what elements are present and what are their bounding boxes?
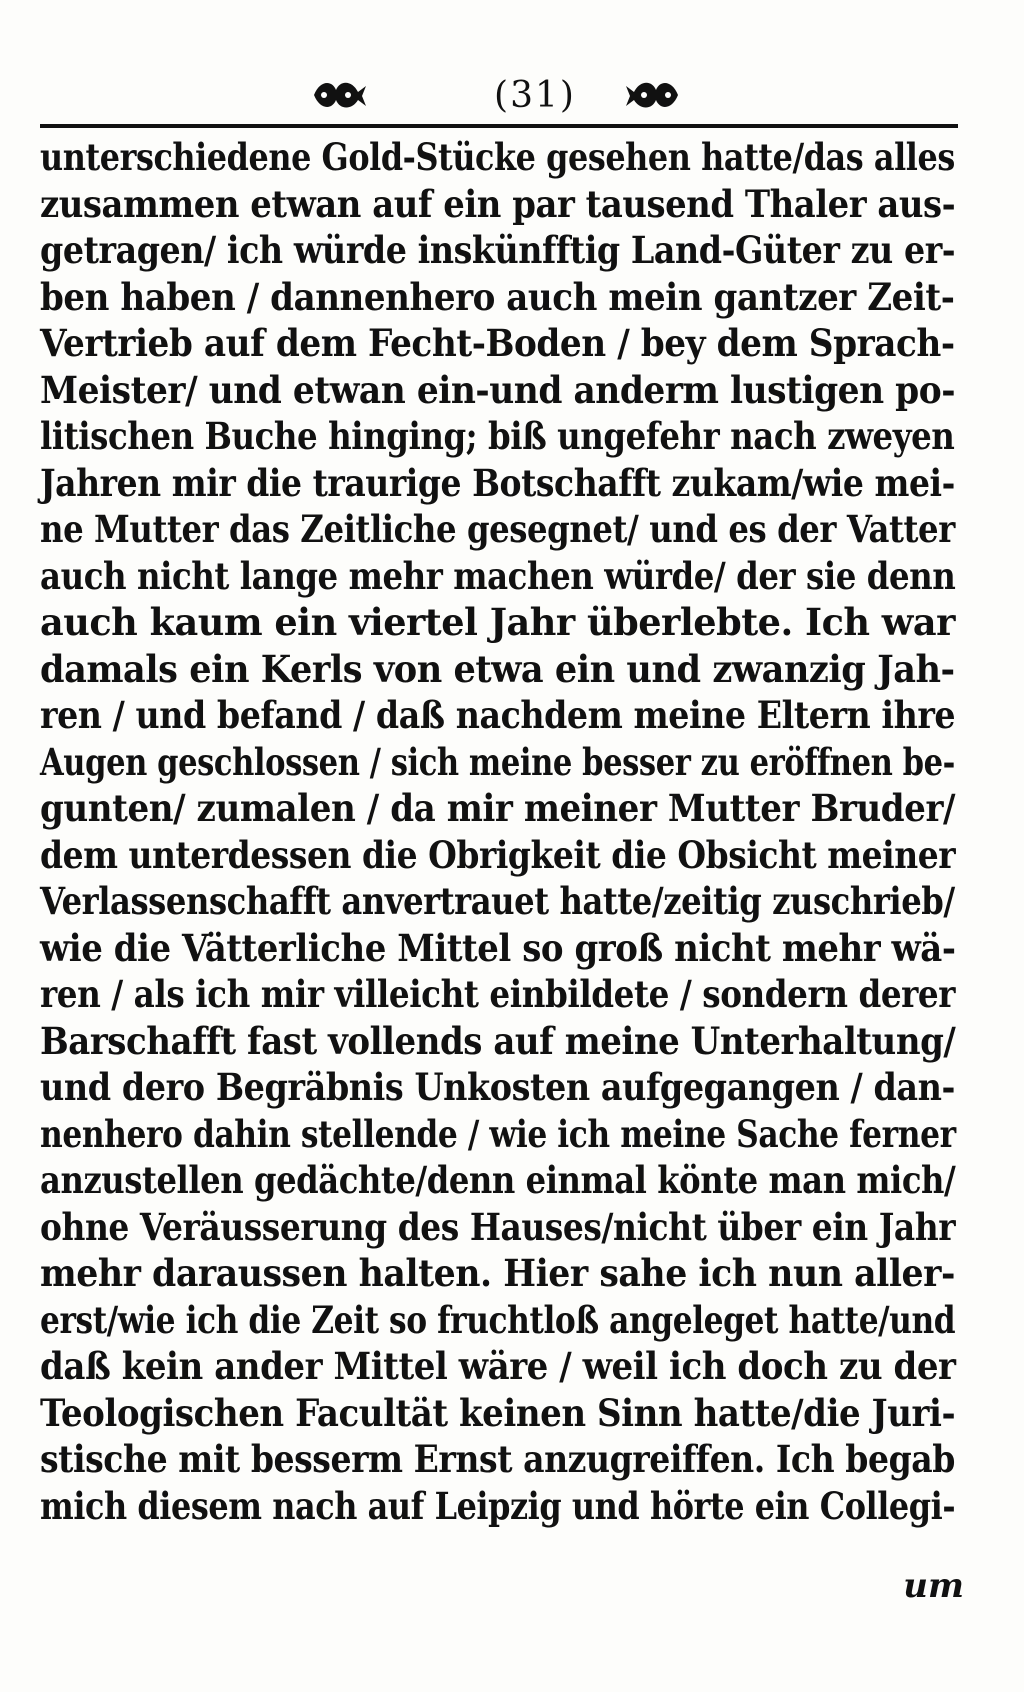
body-text [40,134,965,1529]
text-line: getragen/ ich würde inskünfftig Land-Güter zu er- [40,228,956,272]
text-line: Vertrieb auf dem Fecht-Boden / bey dem Sprach- [40,321,955,365]
text-line: daß kein ander Mittel wäre / weil ich doch zu der [40,1344,956,1388]
text-line: auch kaum ein viertel Jahr überlebte. Ich war [40,600,955,644]
text-line: ren / und befand / daß nachdem meine Eltern ihre [40,693,956,737]
text-line: wie die Vätterliche Mittel so groß nicht mehr wä- [40,925,956,970]
page-header [40,72,960,122]
text-line: stische mit besserm Ernst anzugreiffen. Ich begab [40,1437,955,1481]
text-line: ohne Veräusserung des Hauses/nicht über ein Jahr [40,1204,956,1249]
text-line: litischen Buche hinging; biß ungefehr nach zweyen [40,414,955,458]
text-line: auch nicht lange mehr machen würde/ der sie denn [40,553,956,598]
text-line: dem unterdessen die Obrigkeit die Obsicht meiner [40,832,956,877]
text-line: zusammen etwan auf ein par tausend Thaler aus- [40,181,956,226]
text-line: nenhero dahin stellende / wie ich meine Sache ferner [40,1111,956,1156]
text-line: Barschafft fast vollends auf meine Unterhaltung/ [40,1018,956,1063]
text-line: Augen geschlossen / sich meine besser zu eröffnen be- [40,739,955,784]
text-line: ren / als ich mir villeicht einbildete / sondern derer [40,972,955,1016]
text-line: und dero Begräbnis Unkosten aufgegangen / dan- [40,1065,955,1109]
printer-ornament-icon [310,78,370,112]
text-line: gunten/ zumalen / da mir meiner Mutter Bruder/ [40,786,955,830]
catchword: um [903,1566,964,1606]
page-number: (31) [494,75,576,116]
text-line: Teologischen Facultät keinen Sinn hatte/die Juri- [40,1390,956,1435]
text-line: anzustellen gedächte/denn einmal könte man mich/ [40,1158,956,1202]
text-line: erst/wie ich die Zeit so fruchtloß angeleget hatte/und [40,1297,956,1342]
text-line: Verlassenschafft anvertrauet hatte/zeitig zuschrieb/ [40,879,955,923]
text-line: mehr daraussen halten. Hier sahe ich nun aller- [40,1251,955,1295]
header-rule [40,124,958,128]
text-line: unterschiedene Gold-Stücke gesehen hatte/das alles [40,135,955,179]
text-line: mich diesem nach auf Leipzig und hörte ein Collegi- [40,1483,956,1528]
text-line: Jahren mir die traurige Botschafft zukam/wie mei- [40,460,955,505]
text-line: ben haben / dannenhero auch mein gantzer Zeit- [40,274,955,319]
text-line: ne Mutter das Zeitliche gesegnet/ und es der Vatter [40,507,955,551]
text-line: damals ein Kerls von etwa ein und zwanzig Jah- [40,646,955,691]
text-line: Meister/ und etwan ein-und anderm lustigen po- [40,367,956,412]
printer-ornament-icon [622,78,682,112]
